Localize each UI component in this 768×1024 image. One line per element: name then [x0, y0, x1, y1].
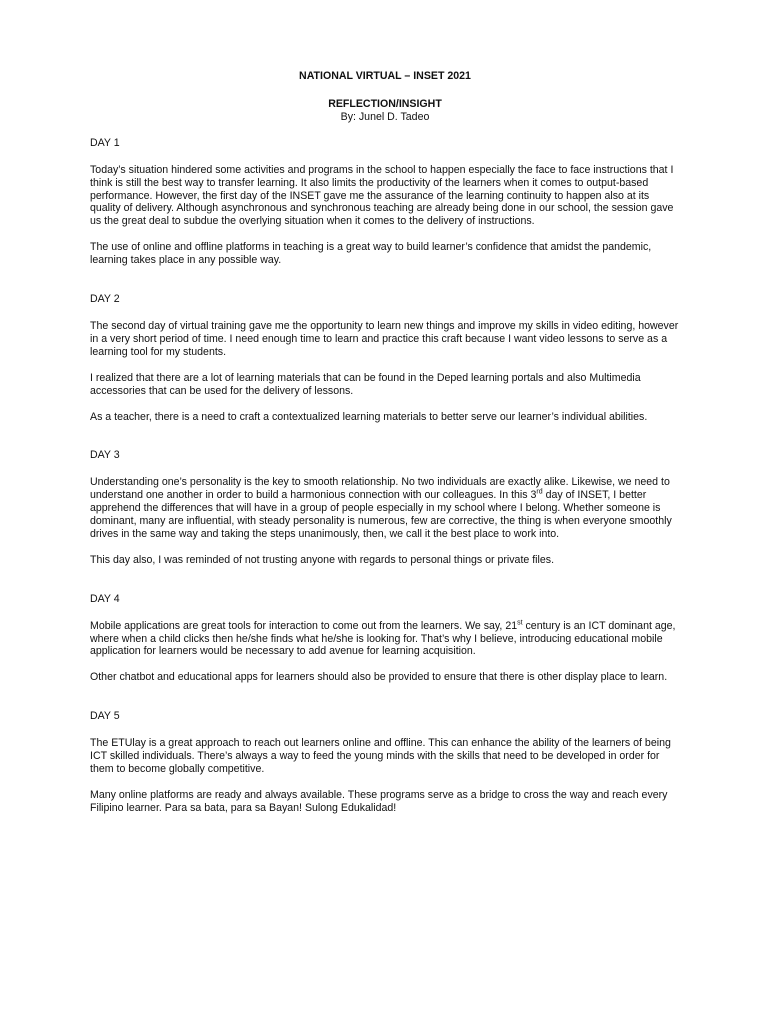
- day-1-heading: DAY 1: [90, 136, 120, 149]
- day-5-paragraph-2: Many online platforms are ready and always available. These programs serve as a bridge to cross the way and reach every Filipino learner. Para sa bata, para sa Bayan! Sulong Edukalidad!: [90, 788, 668, 814]
- document-author: By: Junel D. Tadeo: [340, 110, 430, 123]
- day-4-paragraph-2: Other chatbot and educational apps for learners should also be provided to ensure that there is other display place to learn.: [90, 671, 668, 684]
- day-1-paragraph-2: The use of online and offline platforms in teaching is a great way to build learner’s confidence that amidst the pandemic, learning takes place in any possible way.: [90, 241, 652, 267]
- document-title: NATIONAL VIRTUAL – INSET 2021: [299, 70, 471, 82]
- day-2-paragraph-3: As a teacher, there is a need to craft a contextualized learning materials to better serve our learner’s individual abilities.: [90, 410, 648, 423]
- day-4-paragraph-1-end: century is an ICT dominant age, where when a child clicks then he/she finds what he/she is looking for. That’s why I believe, introducing educational mobile application for learners would be necessary to add avenue for learning acquisition.: [90, 619, 676, 658]
- ordinal-suffix: rd: [536, 488, 543, 496]
- day-3-paragraph-2: This day also, I was reminded of not trusting anyone with regards to personal things or private files.: [90, 553, 555, 566]
- day-3-paragraph-1-start: Understanding one’s personality is the key to smooth relationship. No two individuals are exactly alike. Likewise, we need to understand one another in order to build a harmonious connection with our colleagues. In this 3: [90, 476, 670, 502]
- day-3-heading: DAY 3: [90, 449, 120, 462]
- day-5-heading: DAY 5: [90, 710, 120, 723]
- day-2-heading: DAY 2: [90, 293, 120, 306]
- day-4-paragraph-1: [90, 620, 680, 659]
- day-2-paragraph-2: I realized that there are a lot of learning materials that can be found in the Deped learning portals and also Multimedia accessories that can be used for the delivery of lessons.: [90, 371, 641, 397]
- ordinal-suffix: st: [517, 619, 523, 627]
- day-5-paragraph-1: The ETUlay is a great approach to reach out learners online and offline. This can enhance the ability of the learners of being ICT skilled individuals. There’s always a way to feed the young minds with the skills that need to be developed in order for them to become globally competitive.: [90, 737, 671, 775]
- day-4-paragraph-1-start: Mobile applications are great tools for interaction to come out from the learners. We say, 21: [90, 619, 518, 632]
- day-4-heading: DAY 4: [90, 592, 120, 605]
- document-subtitle: REFLECTION/INSIGHT: [328, 98, 442, 110]
- day-1-paragraph-1: Today’s situation hindered some activities and programs in the school to happen especially the face to face instructions that I think is still the best way to transfer learning. It also limits the productivity of the learners when it comes to output-based performance. However, the first day of the INSET gave me the assurance of the learning continuity to happen also at its quality of delivery. Although asynchronous and synchronous teaching are already being done in our school, the session gave us the great deal to subdue the overlying situation when it comes to the delivery of instructions.: [90, 163, 674, 228]
- day-2-paragraph-1: The second day of virtual training gave me the opportunity to learn new things and improve my skills in video editing, however in a very short period of time. I need enough time to learn and practice this craft because I want video lessons to serve as a learning tool for my students.: [90, 319, 679, 358]
- document-page: [90, 70, 680, 815]
- day-3-paragraph-1-end: day of INSET, I better apprehend the differences that will have in a group of people especially in my school where I belong. Whether someone is dominant, many are influential, with steady personality is numerous, few are corrective, the thing is when everyone smoothly drives in the same way and taking the steps unanimously, then, we call it the best place to work into.: [90, 489, 672, 540]
- day-3-paragraph-1: [90, 476, 680, 541]
